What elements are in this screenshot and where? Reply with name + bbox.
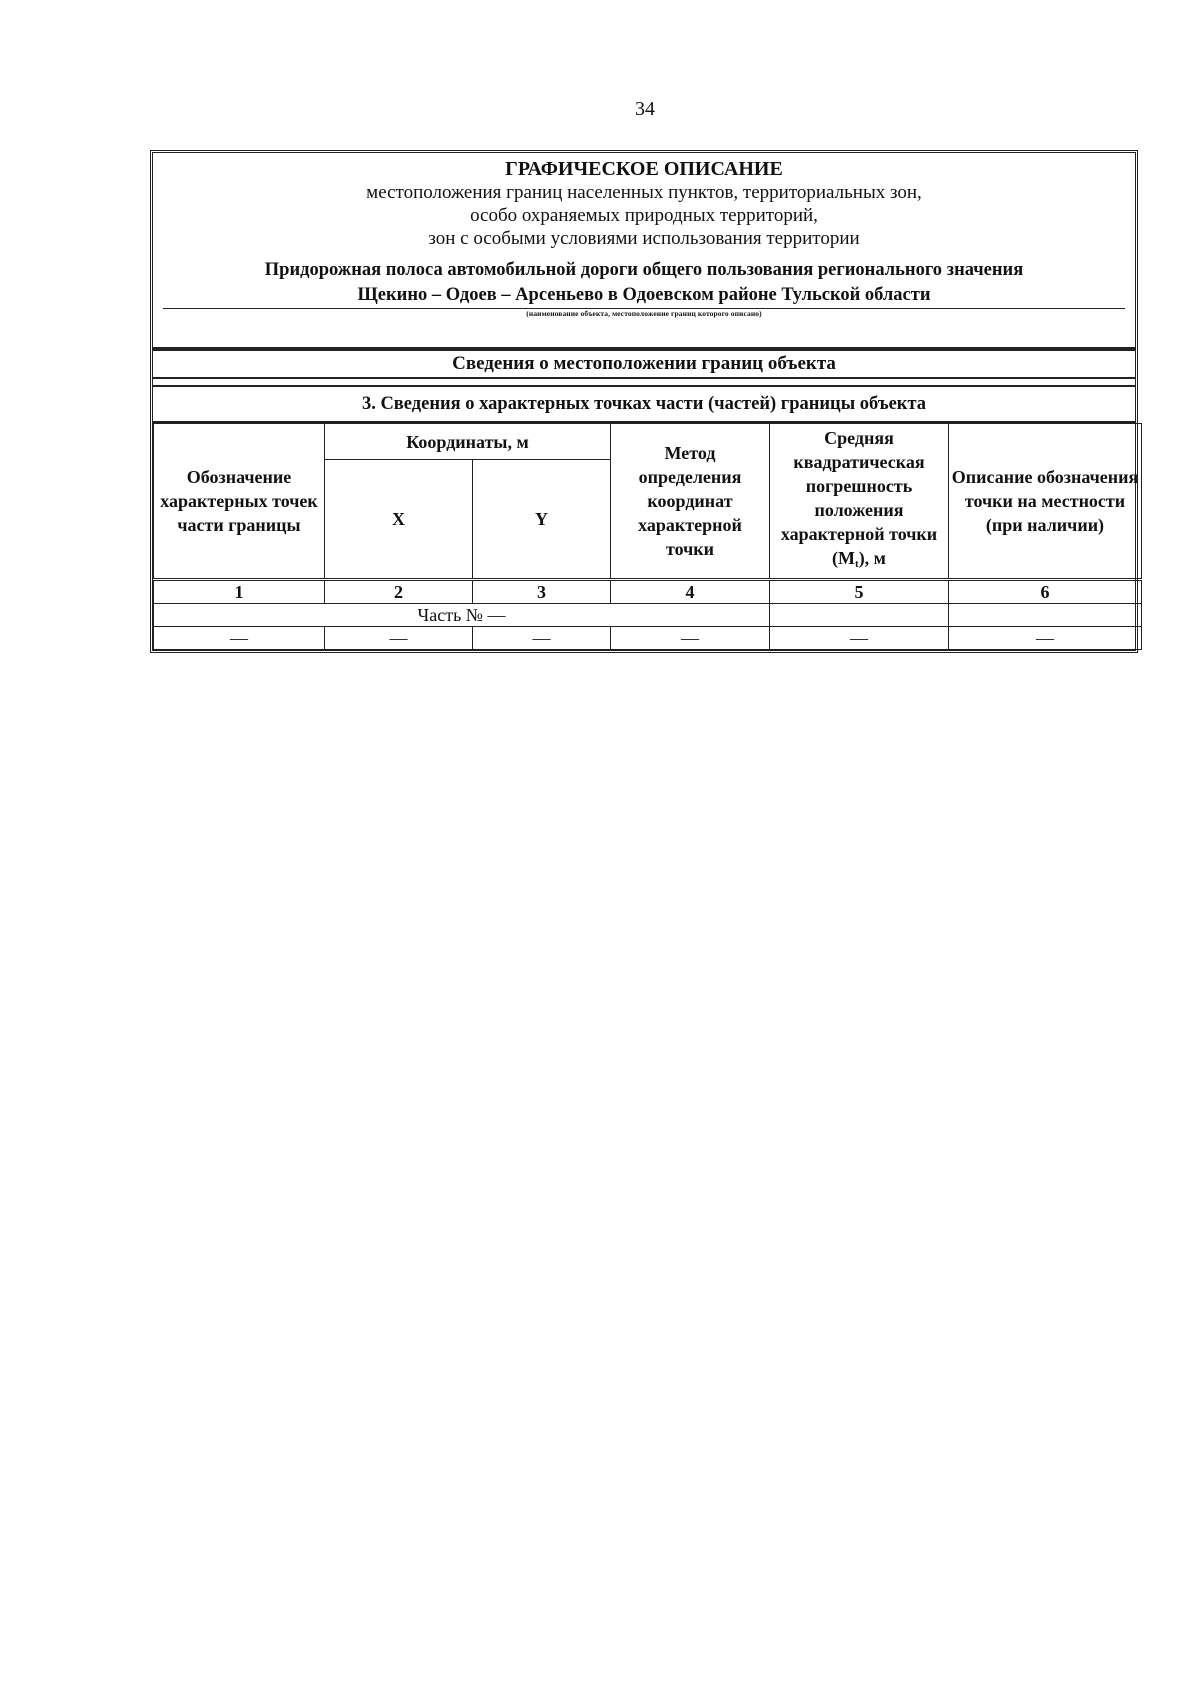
header-error-tail: ), м bbox=[858, 548, 886, 568]
column-numbers-row bbox=[154, 580, 1142, 604]
header-x: X bbox=[325, 460, 473, 580]
column-number: 4 bbox=[611, 580, 770, 604]
table-row bbox=[154, 627, 1142, 650]
part-empty-cell bbox=[949, 604, 1142, 627]
object-name-line: Щекино – Одоев – Арсеньево в Одоевском районе Тульской области bbox=[163, 283, 1125, 309]
table-header-row bbox=[154, 424, 1142, 460]
boundary-points-table bbox=[153, 423, 1142, 650]
part-row bbox=[154, 604, 1142, 627]
column-number: 2 bbox=[325, 580, 473, 604]
header-spacer bbox=[163, 319, 1125, 341]
subsection-title: 3. Сведения о характерных точках части (частей) границы объекта bbox=[153, 387, 1135, 423]
header-error bbox=[770, 424, 949, 580]
page-number: 34 bbox=[635, 98, 655, 120]
subtitle-line: зон с особыми условиями использования территории bbox=[428, 228, 860, 249]
header-error-subscript: t bbox=[855, 558, 859, 570]
header-designation: Обозначение характерных точек части границы bbox=[154, 424, 325, 580]
object-name-line: Придорожная полоса автомобильной дороги общего пользования регионального значения bbox=[264, 260, 1024, 280]
table-cell: — bbox=[154, 627, 325, 650]
table-cell: — bbox=[949, 627, 1142, 650]
header-y: Y bbox=[473, 460, 611, 580]
object-name-caption: (наименование объекта, местоположение границ которого описано) bbox=[526, 309, 762, 318]
subtitle-line: особо охраняемых природных территорий, bbox=[470, 205, 818, 226]
header-method: Метод определения координат характерной точки bbox=[611, 424, 770, 580]
table-cell: — bbox=[325, 627, 473, 650]
header-error-text: Средняя квадратическая погрешность положения характерной точки (M bbox=[780, 428, 938, 568]
document-header bbox=[153, 153, 1135, 349]
table-cell: — bbox=[611, 627, 770, 650]
table-cell: — bbox=[473, 627, 611, 650]
column-number: 1 bbox=[154, 580, 325, 604]
header-coordinates: Координаты, м bbox=[325, 424, 611, 460]
part-empty-cell bbox=[770, 604, 949, 627]
document-title: ГРАФИЧЕСКОЕ ОПИСАНИЕ bbox=[505, 158, 783, 180]
column-number: 3 bbox=[473, 580, 611, 604]
column-number: 5 bbox=[770, 580, 949, 604]
section-title: Сведения о местоположении границ объекта bbox=[153, 349, 1135, 379]
header-description: Описание обозначения точки на местности (при наличии) bbox=[949, 424, 1142, 580]
section-gap bbox=[153, 379, 1135, 387]
graphic-description-frame bbox=[150, 150, 1138, 653]
subtitle-line: местоположения границ населенных пунктов, территориальных зон, bbox=[366, 182, 922, 203]
column-number: 6 bbox=[949, 580, 1142, 604]
table-cell: — bbox=[770, 627, 949, 650]
part-label: Часть № — bbox=[154, 604, 770, 627]
